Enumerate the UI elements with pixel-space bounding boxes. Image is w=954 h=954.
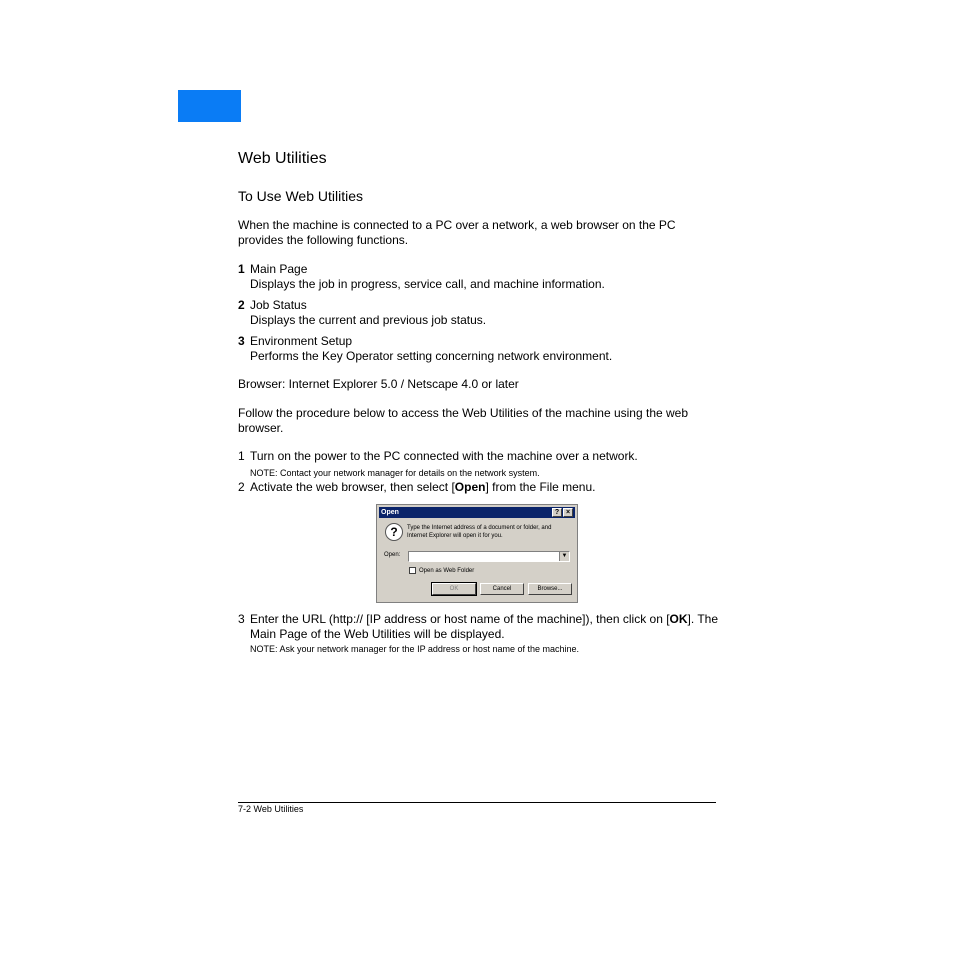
page-title: Web Utilities	[238, 150, 327, 167]
page-footer: 7-2 Web Utilities	[238, 804, 304, 814]
function-item: 2 Job Status Displays the current and previous job status.	[238, 298, 487, 327]
step-3: 3 Enter the URL (http:// [IP address or host name of the machine]), then click on [OK]. The Main Page of the Web Utilities will be displayed.	[238, 612, 719, 641]
step-2: 2 Activate the web browser, then select [Open] from the File menu.	[238, 480, 596, 494]
function-item: 3 Environment Setup Performs the Key Operator setting concerning network environment.	[238, 334, 613, 363]
ok-button[interactable]: OK	[432, 583, 476, 595]
address-combobox[interactable]	[408, 551, 570, 562]
chapter-tab	[178, 90, 241, 122]
note: NOTE: Ask your network manager for the IP address or host name of the machine.	[250, 644, 579, 654]
chevron-down-icon[interactable]: ▼	[559, 552, 569, 561]
help-button[interactable]: ?	[552, 508, 562, 517]
note: NOTE: Contact your network manager for details on the network system.	[250, 468, 540, 478]
intro-paragraph: When the machine is connected to a PC over a network, a web browser on the PC provides the following functions.	[238, 218, 676, 247]
open-dialog	[376, 504, 578, 603]
cancel-button[interactable]: Cancel	[480, 583, 524, 595]
step-1: 1 Turn on the power to the PC connected with the machine over a network.	[238, 449, 638, 463]
checkbox-label: Open as Web Folder	[419, 568, 475, 574]
question-icon: ?	[385, 523, 403, 541]
footer-divider	[238, 802, 716, 803]
dialog-titlebar: Open ? ×	[379, 507, 575, 518]
close-button[interactable]: ×	[563, 508, 573, 517]
procedure-intro: Follow the procedure below to access the Web Utilities of the machine using the web browser.	[238, 406, 689, 435]
section-title: To Use Web Utilities	[238, 188, 364, 204]
browse-button[interactable]: Browse...	[528, 583, 572, 595]
function-item: 1 Main Page Displays the job in progress, service call, and machine information.	[238, 262, 605, 291]
open-label: Open:	[384, 552, 401, 558]
web-folder-checkbox[interactable]	[409, 567, 416, 574]
dialog-message: Type the Internet address of a document or folder, and Internet Explorer will open it for you.	[407, 525, 552, 539]
browser-requirement: Browser: Internet Explorer 5.0 / Netscape 4.0 or later	[238, 377, 519, 391]
